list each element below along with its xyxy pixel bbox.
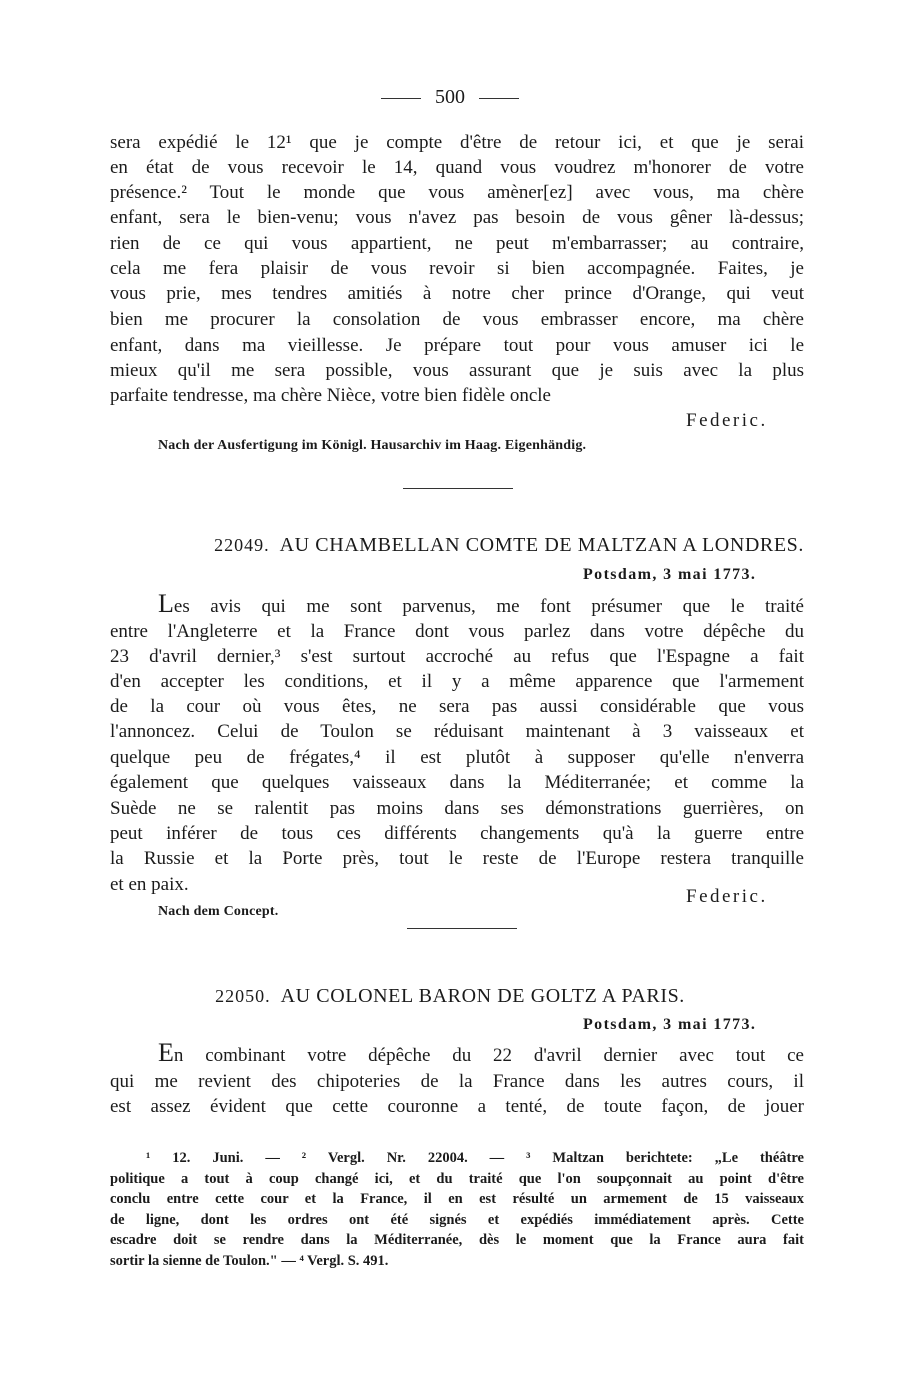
text-line: de la cour où vous êtes, ne sera pas aussi considérable que vous [110, 696, 804, 717]
footnote-line: ¹ 12. Juni. — ² Vergl. Nr. 22004. — ³ Maltzan berichtete: „Le théâtre [146, 1150, 804, 1166]
letter-number: 22050. [215, 986, 271, 1006]
text-line-first: Les avis qui me sont parvenus, me font présumer que le traité [158, 589, 804, 618]
text-line: et en paix. [110, 874, 189, 895]
letter-heading [0, 985, 900, 1008]
text-line: d'en accepter les conditions, et il y a même apparence que l'armement [110, 671, 804, 692]
initial-letter: L [158, 589, 174, 618]
footnote-line: conclu entre cette cour et la France, il en est résulté un armement de 15 vaisseaux [110, 1191, 804, 1207]
page-number-dash-left [381, 98, 421, 99]
text-line-first: En combinant votre dépêche du 22 d'avril dernier avec tout ce [158, 1038, 804, 1067]
text-line: l'annoncez. Celui de Toulon se réduisant maintenant à 3 vaisseaux et [110, 721, 804, 742]
signature: Federic. [686, 886, 768, 907]
section-divider [403, 488, 513, 489]
text-line: parfaite tendresse, ma chère Nièce, votre bien fidèle oncle [110, 385, 551, 406]
footnote-line: de ligne, dont les ordres ont été signés et expédiés immédiatement après. Cette [110, 1211, 804, 1228]
letter-title: AU COLONEL BARON DE GOLTZ A PARIS. [280, 985, 685, 1007]
text-line: la Russie et la Porte près, tout le reste de l'Europe restera tranquille [110, 848, 804, 869]
footnote-line: sortir la sienne de Toulon." — ⁴ Vergl. S. 491. [110, 1252, 389, 1269]
text-line: enfant, sera le bien-venu; vous n'avez pas besoin de vous gêner là-dessus; [110, 207, 804, 228]
initial-letter: E [158, 1038, 174, 1067]
text-line: enfant, dans ma vieillesse. Je prépare tout pour vous amuser ici le [110, 335, 804, 356]
text-line: bien me procurer la consolation de vous embrasser encore, ma chère [110, 309, 804, 330]
dateline: Potsdam, 3 mai 1773. [583, 566, 757, 583]
text-line: quelque peu de frégates,⁴ il est plutôt à supposer qu'elle n'enverra [110, 747, 804, 768]
signature: Federic. [686, 410, 768, 431]
letter-heading [110, 534, 804, 557]
page-number: 500 [0, 86, 900, 109]
section-divider [407, 928, 517, 929]
text-line: cela me fera plaisir de vous revoir si bien accompagnée. Faites, je [110, 258, 804, 279]
text-line: mieux qu'il me sera possible, vous assurant que je suis avec la plus [110, 360, 804, 381]
text-line: peut inférer de tous ces différents changements qu'à la guerre entre [110, 823, 804, 844]
letter-title: AU CHAMBELLAN COMTE DE MALTZAN A LONDRES. [279, 534, 804, 556]
page-number-dash-right [479, 98, 519, 99]
dateline: Potsdam, 3 mai 1773. [583, 1016, 757, 1033]
source-note: Nach dem Concept. [158, 904, 279, 919]
footnote-line: politique a tout à coup changé ici, et du traité que l'on soupçonnait au point d'être [110, 1170, 804, 1187]
text-line: également que quelques vaisseaux dans la Méditerranée; et comme la [110, 772, 804, 793]
text-line: est assez évident que cette couronne a tenté, de toute façon, de jouer [110, 1096, 804, 1117]
text-line: rien de ce qui vous appartient, ne peut m'embarrasser; au contraire, [110, 233, 804, 254]
text-line: en état de vous recevoir le 14, quand vous voudrez m'honorer de votre [110, 157, 804, 178]
letter-number: 22049. [214, 535, 270, 555]
text-line: vous prie, mes tendres amitiés à notre cher prince d'Orange, qui veut [110, 283, 804, 304]
footnote-line: escadre doit se rendre dans la Méditerranée, dès le moment que la France aura fait [110, 1232, 804, 1248]
text-line: sera expédié le 12¹ que je compte d'être de retour ici, et que je serai [110, 132, 804, 153]
text-line: 23 d'avril dernier,³ s'est surtout accroché au refus que l'Espagne a fait [110, 646, 804, 667]
text-line: entre l'Angleterre et la France dont vous parlez dans votre dépêche du [110, 621, 804, 642]
text-line: qui me revient des chipoteries de la France dans les autres cours, il [110, 1071, 804, 1092]
text-line: présence.² Tout le monde que vous amèner[ez] avec vous, ma chère [110, 182, 804, 203]
source-note: Nach der Ausfertigung im Königl. Hausarchiv im Haag. Eigenhändig. [158, 438, 587, 453]
text-line: Suède ne se ralentit pas moins dans ses démonstrations guerrières, on [110, 798, 804, 819]
